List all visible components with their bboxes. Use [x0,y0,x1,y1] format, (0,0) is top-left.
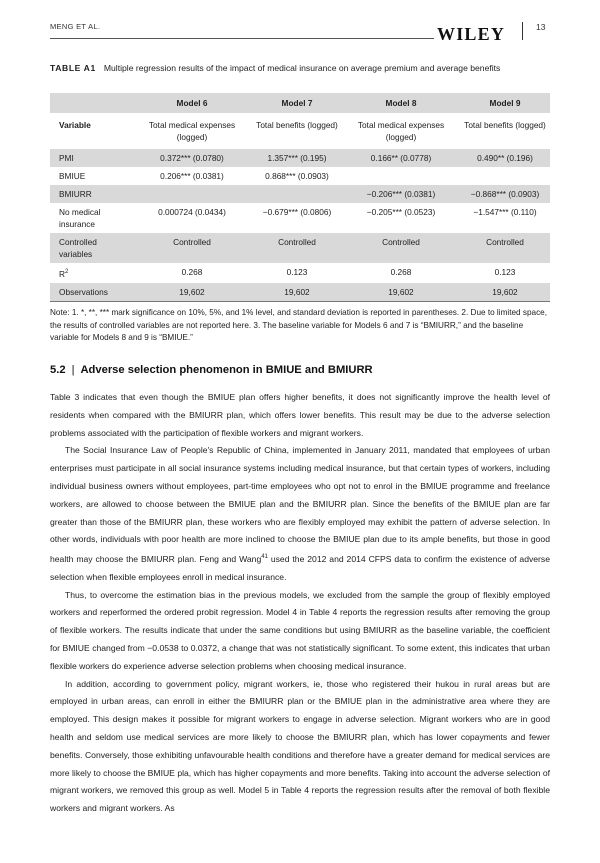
row-variable: No medical insurance [59,207,101,229]
table-cell: Controlled [382,237,420,247]
table-cell: 19,602 [460,283,550,302]
table-cell: 0.123 [494,267,516,277]
table-note: Note: 1. *, **, *** mark significance on 10%, 5%, and 1% level, and standard deviation is reported in parentheses. 2. Due to limited space, the results of controlled variables are not reported here. 3. The baseline variable for Models 6 and 7 is “BMIURR,” and the baseline variable for Models 8 and 9 is “BMIUE.” [50,308,547,343]
r-squared-superscript: 2 [65,269,69,275]
table-cell: 0.000724 (0.0434) [158,207,226,217]
table-caption [50,62,550,75]
table-cell [132,185,252,203]
table-row [50,185,550,203]
table-cell: −1.547*** (0.110) [473,207,537,217]
table-cell: 0.490** (0.196) [477,153,533,163]
table-corner-cell [50,93,132,113]
publisher-logo: WILEY [437,24,506,44]
table-cell [252,185,342,203]
model-header: Model 6 [176,98,208,108]
table-model-header-row [50,93,550,113]
table-cell: −0.205*** (0.0523) [366,207,436,217]
section-heading [50,364,373,376]
table-cell: Controlled [486,237,524,247]
table-cell: Controlled [173,237,211,247]
model-header: Model 8 [385,98,417,108]
paragraph-text: used the 2012 and 2014 CFPS data to confirm the existence of adverse selection when flexible employees enroll in medical insurance. [50,554,550,582]
table-cell: −0.679*** (0.0806) [262,207,332,217]
row-variable: BMIUE [59,171,86,181]
table-variable-header-row [50,113,550,149]
row-variable: Observations [50,283,132,302]
table-cell: 0.268 [390,267,412,277]
table-cell: 0.206*** (0.0381) [160,171,224,181]
row-variable [50,263,132,283]
citation-reference: 41 [261,554,268,561]
dependent-variable-header: Total medical expenses (logged) [357,120,445,142]
row-variable: Controlled variables [59,237,97,259]
section-separator: | [71,364,75,376]
table-cell: −0.868*** (0.0903) [470,189,540,199]
table-caption-text: Multiple regression results of the impact of medical insurance on average premium and average benefits [103,63,501,73]
dependent-variable-header: Total benefits (logged) [256,120,338,130]
header-rule [50,38,434,39]
paragraph [50,442,550,586]
header-divider [522,22,523,40]
section-number: 5.2 [50,364,66,376]
table-cell: 1.357*** (0.195) [267,153,327,163]
page-number: 13 [536,22,546,32]
table-cell: 19,602 [342,283,460,302]
table-cell: Controlled [278,237,316,247]
running-head-author: MENG ET AL. [50,22,101,31]
table-cell: 0.166** (0.0778) [370,153,432,163]
section-title: Adverse selection phenomenon in BMIUE and BMIURR [80,364,373,376]
regression-table [50,93,550,302]
table-label: TABLE A1 [50,63,96,73]
paragraph-text: The Social Insurance Law of People's Republic of China, implemented in January 2011, mandated that employees of urban enterprises must participate in all social insurance systems including medical insurance, but that certain types of workers, including individual business owners without employees, part-time employees who opt not to enrol in the BMIUE programme and freelance workers, are allowed to choose between the BMIUE plan and the BMIURR plan. Since the benefits of the BMIUE plan are far greater than those of the BMIURR plan, these workers who are flexibly employed may exhibit the pattern of adverse selection. In other words, individuals with poor health are more inclined to choose the BMIUE plan due to its ample benefits, but those in good health may choose the BMIURR plan. Feng and Wang [50,445,550,565]
model-header: Model 9 [489,98,521,108]
table-cell: 19,602 [252,283,342,302]
row-variable: BMIURR [59,189,92,199]
table-cell: 0.268 [181,267,203,277]
table-row [50,149,550,167]
table-row [50,283,550,302]
table-row [50,233,550,263]
table-cell: 19,602 [132,283,252,302]
paragraph: Table 3 indicates that even though the BMIUE plan offers higher benefits, it does not significantly improve the health level of residents when compared with the BMIURR plan, which offers lower benefits. This result may be due to the adverse selection problems associated with the participation of flexible workers and migrant workers. [50,392,550,438]
body-text [50,389,550,818]
table-cell [460,167,550,185]
row-variable: PMI [59,153,74,163]
paragraph: Thus, to overcome the estimation bias in the previous models, we excluded from the sample the group of flexibly employed workers and reperformed the ordered probit regression. Model 4 in Table 4 reports the regression results after removing the group of flexible workers. The results indicate that under the same conditions but using BMIURR as the baseline variable, the coefficient for BMIUE changed from −0.0538 to 0.0372, a change that was not statistically significant. To some extent, this indicates that urban flexible workers do experience adverse selection problems when choosing medical insurance. [50,589,550,671]
table-cell: 0.123 [286,267,308,277]
table-cell [342,167,460,185]
model-header: Model 7 [281,98,313,108]
r-squared-label: R [59,268,65,279]
table-row [50,203,550,233]
table-cell: −0.206*** (0.0381) [366,189,436,199]
dependent-variable-header: Total medical expenses (logged) [148,120,236,142]
table-row [50,167,550,185]
paragraph: In addition, according to government policy, migrant workers, ie, those who registered their hukou in rural areas but are employed in urban areas, can enroll in either the BMIURR plan or the BMIUE plan in the administrative area where they are employed. This design makes it possible for migrant workers to engage in adverse selection. Migrant workers who are in good health and seldom use medical services are more likely to choose the BMIURR plan, which has lower copayments and fewer benefits. Conversely, those exhibiting unfavourable health conditions and therefore have a greater demand for medical services are more likely to choose the BMIUE pla, which has higher copayments and more benefits. Taking into account the adverse selection of migrant workers, we removed this group as well. Model 5 in Table 4 reports the regression results after the removal of both flexible workers and migrant workers. As [50,678,550,814]
table-cell: 0.868*** (0.0903) [265,171,329,181]
table-row [50,263,550,283]
variable-column-header: Variable [59,120,91,130]
dependent-variable-header: Total benefits (logged) [464,120,546,130]
page-header [50,22,550,44]
table-cell: 0.372*** (0.0780) [160,153,224,163]
